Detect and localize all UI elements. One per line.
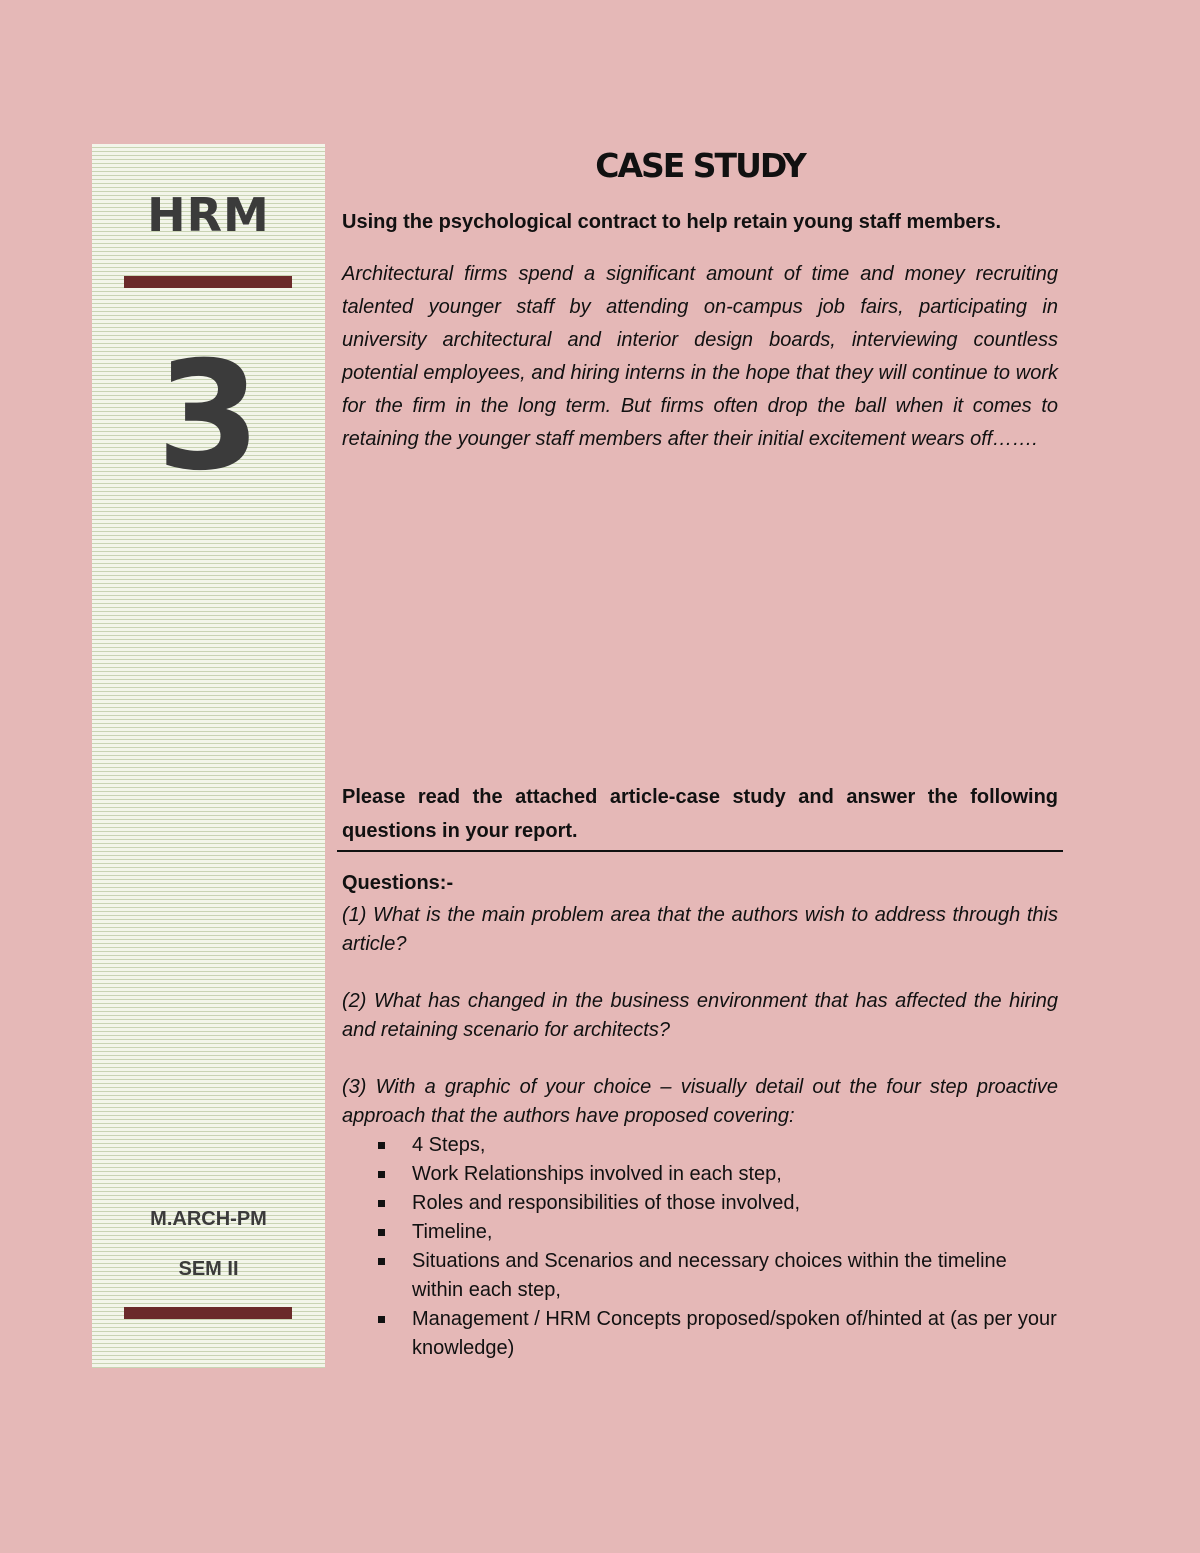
list-item bbox=[342, 1218, 1058, 1247]
square-bullet-icon bbox=[378, 1316, 385, 1323]
list-item-text: 4 Steps, bbox=[412, 1134, 486, 1156]
main-content bbox=[342, 140, 1058, 456]
case-intro-paragraph: Architectural firms spend a significant amount of time and money recruiting talented younger staff by attending on-campus job fairs, participating in university architectural and interior design boards, interviewing countless potential employees, and hiring interns in the hope that they will continue to work for the firm in the long term. But firms often drop the ball when it comes to retaining the younger staff members after their initial excitement wears off……. bbox=[342, 263, 1058, 450]
semester-label: SEM II bbox=[178, 1258, 239, 1280]
page-title: CASE STUDY bbox=[595, 146, 805, 185]
list-item-text: Management / HRM Concepts proposed/spoken of/hinted at (as per your knowledge) bbox=[412, 1308, 1057, 1359]
accent-divider-top bbox=[124, 276, 292, 288]
case-subtitle: Using the psychological contract to help retain young staff members. bbox=[342, 211, 1002, 233]
square-bullet-icon bbox=[378, 1171, 385, 1178]
instruction-text: Please read the attached article-case study and answer the following questions in your report. bbox=[342, 786, 1058, 842]
program-label: M.ARCH-PM bbox=[150, 1208, 267, 1230]
list-item bbox=[342, 1131, 1058, 1160]
square-bullet-icon bbox=[378, 1142, 385, 1149]
square-bullet-icon bbox=[378, 1200, 385, 1207]
questions-section bbox=[342, 872, 1058, 1363]
sidebar-panel bbox=[92, 144, 325, 1368]
questions-heading: Questions:- bbox=[342, 872, 454, 894]
accent-divider-bottom bbox=[124, 1307, 292, 1319]
question-1: (1) What is the main problem area that the authors wish to address through this article? bbox=[342, 904, 1058, 955]
list-item bbox=[342, 1247, 1058, 1305]
list-item-text: Work Relationships involved in each step, bbox=[412, 1163, 782, 1185]
question-3-bullet-list bbox=[342, 1131, 1058, 1363]
list-item-text: Roles and responsibilities of those involved, bbox=[412, 1192, 800, 1214]
square-bullet-icon bbox=[378, 1229, 385, 1236]
unit-number: 3 bbox=[156, 330, 261, 504]
subject-label: HRM bbox=[147, 188, 270, 242]
list-item-text: Timeline, bbox=[412, 1221, 493, 1243]
section-divider bbox=[337, 850, 1063, 852]
list-item bbox=[342, 1160, 1058, 1189]
list-item bbox=[342, 1305, 1058, 1363]
list-item bbox=[342, 1189, 1058, 1218]
question-3: (3) With a graphic of your choice – visually detail out the four step proactive approach that the authors have proposed covering: bbox=[342, 1076, 1058, 1127]
question-2: (2) What has changed in the business environment that has affected the hiring and retaining scenario for architects? bbox=[342, 990, 1058, 1041]
list-item-text: Situations and Scenarios and necessary choices within the timeline within each step, bbox=[412, 1250, 1007, 1301]
square-bullet-icon bbox=[378, 1258, 385, 1265]
